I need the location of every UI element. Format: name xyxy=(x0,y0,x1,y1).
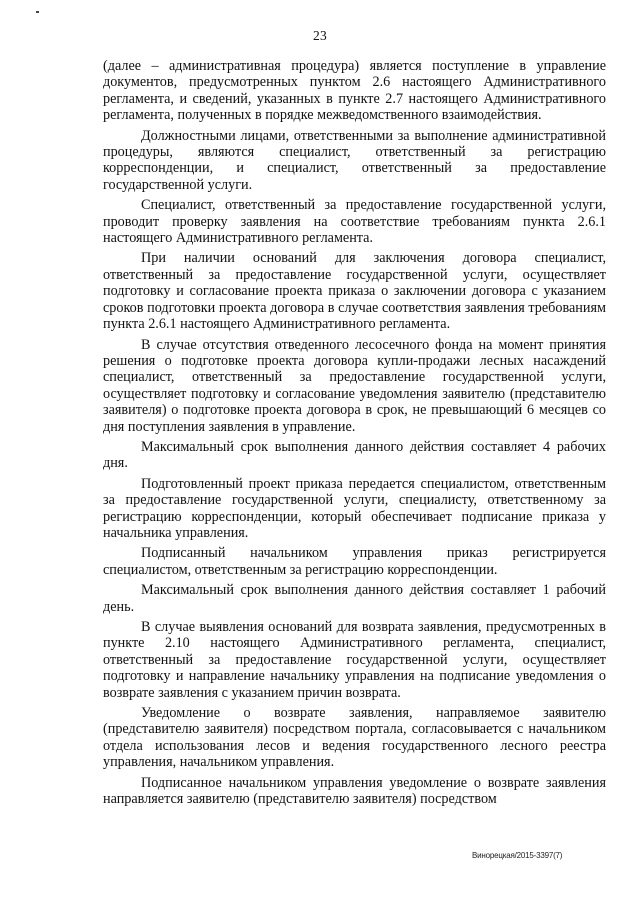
paragraph-12: Подписанное начальником управления уведомление о возврате заявления направляется заявителю (представителю заявителя) посредством xyxy=(103,774,606,808)
page-number: 23 xyxy=(312,28,328,43)
scan-mark xyxy=(36,11,39,13)
paragraph-11: Уведомление о возврате заявления, направляемое заявителю (представителю заявителя) посредством портала, согласовывается с начальником отдела использования лесов и ведения государственного лесного реестра управления, начальником управления. xyxy=(103,705,606,771)
paragraph-3: Специалист, ответственный за предоставление государственной услуги, проводит проверку заявления на соответствие требованиям пункта 2.6.1 настоящего Административного регламента. xyxy=(103,197,606,247)
paragraph-2: Должностными лицами, ответственными за выполнение административной процедуры, являются специалист, ответственный за регистрацию корреспонденции, и специалист, ответственный за предоставление государственной услуги. xyxy=(103,127,606,193)
paragraph-6: Максимальный срок выполнения данного действия составляет 4 рабочих дня. xyxy=(103,438,606,472)
paragraph-5: В случае отсутствия отведенного лесосечного фонда на момент принятия решения о подготовке проекта договора купли-продажи лесных насаждений специалист, ответственный за предоставление государственной услуги, осуществляет подготовку и согласование уведомления заявителю (представителю заявителя) о подготовке проекта договора в срок, не превышающий 6 месяцев со дня поступления заявления в управление. xyxy=(103,336,606,435)
paragraph-1: (далее – административная процедура) является поступление в управление документов, предусмотренных пунктом 2.6 настоящего Административного регламента, и сведений, указанных в пункте 2.7 настоящего Административного регламента, полученных в порядке межведомственного взаимодействия. xyxy=(103,58,606,124)
paragraph-4: При наличии оснований для заключения договора специалист, ответственный за предоставление государственной услуги, осуществляет подготовку и согласование проекта приказа о заключении договора с указанием сроков подготовки проекта договора в случае соответствия заявления требованиям пункта 2.6.1 настоящего Административного регламента. xyxy=(103,250,606,333)
paragraph-8: Подписанный начальником управления приказ регистрируется специалистом, ответственным за регистрацию корреспонденции. xyxy=(103,545,606,578)
document-body xyxy=(103,58,606,811)
paragraph-10: В случае выявления оснований для возврата заявления, предусмотренных в пункте 2.10 настоящего Административного регламента, специалист, ответственный за предоставление государственной услуги, осуществляет подготовку и направление начальнику управления на подписание уведомления о возврате заявления с указанием причин возврата. xyxy=(103,619,606,701)
paragraph-9: Максимальный срок выполнения данного действия составляет 1 рабочий день. xyxy=(103,582,606,615)
paragraph-7: Подготовленный проект приказа передается специалистом, ответственным за предоставление государственной услуги, специалисту, ответственному за регистрацию корреспонденции, который обеспечивает подписание приказа у начальника управления. xyxy=(103,475,606,541)
footer-stamp: Винорецкая/2015-3397(7) xyxy=(472,851,563,860)
